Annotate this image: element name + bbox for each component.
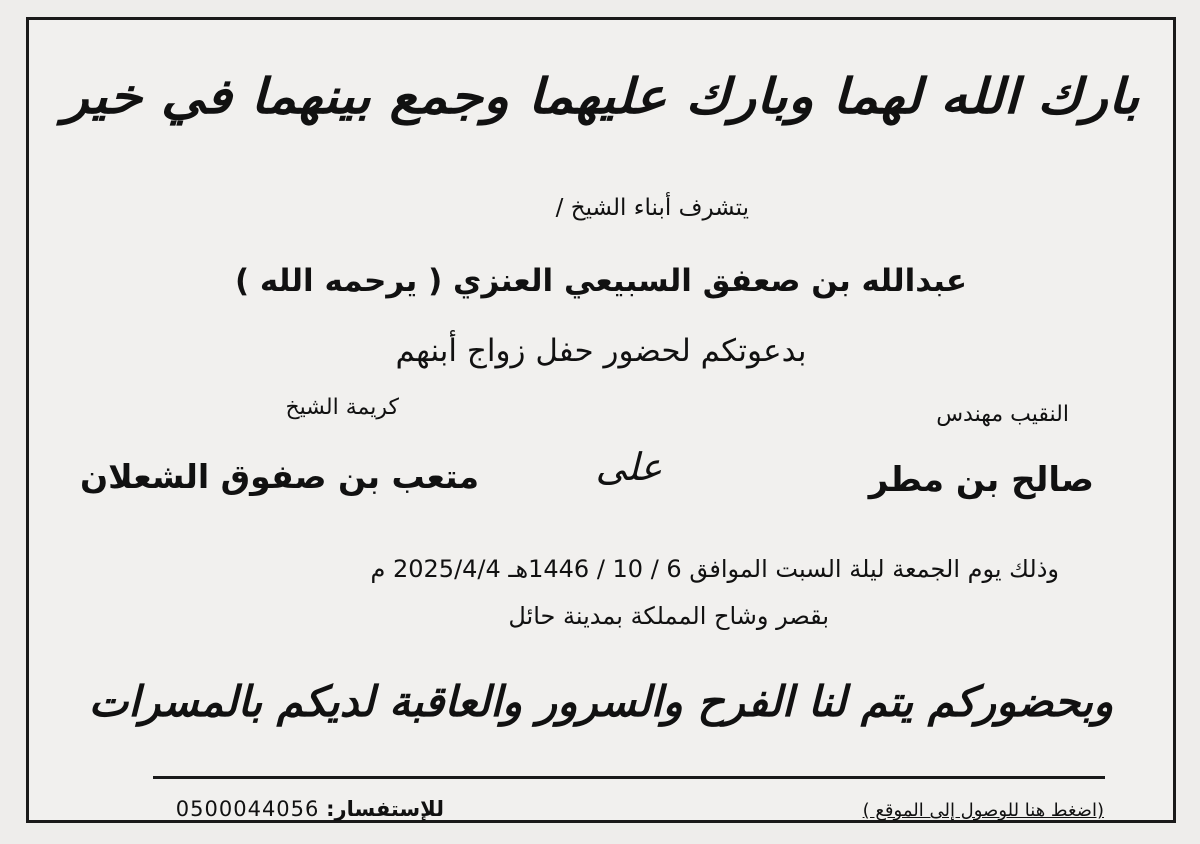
father-name: عبدالله بن صعفق السبيعي العنزي ( يرحمه الله ) <box>234 263 968 299</box>
location-link[interactable]: (اضغط هنا للوصول إلى الموقع ) <box>862 800 1104 821</box>
inquiry-phone[interactable]: 0500044056 <box>175 797 320 821</box>
closing-line: وبحضوركم يتم لنا الفرح والسرور والعاقبة لديكم بالمسرات <box>88 677 1114 726</box>
connector-word: على <box>595 445 663 489</box>
date-line: وذلك يوم الجمعة ليلة السبت الموافق 6 / 10 / 1446هـ 2025/4/4 م <box>370 555 1059 583</box>
bride-name: متعب بن صفوق الشعلان <box>80 457 479 496</box>
footer-divider <box>153 776 1105 779</box>
inquiry-label: للإستفسار: <box>326 797 444 821</box>
invitation-card <box>26 17 1176 823</box>
honor-line: يتشرف أبناء الشيخ / <box>555 195 749 221</box>
groom-name: صالح بن مطر <box>868 460 1094 500</box>
groom-title: النقيب مهندس <box>936 402 1069 427</box>
bride-title: كريمة الشيخ <box>285 395 399 420</box>
inquiry-contact <box>169 797 444 821</box>
header-calligraphy: بارك الله لهما وبارك عليهما وجمع بينهما في خير <box>62 67 1140 125</box>
venue-line: بقصر وشاح المملكة بمدينة حائل <box>508 602 829 630</box>
invitation-line: بدعوتكم لحضور حفل زواج أبنهم <box>395 333 807 369</box>
